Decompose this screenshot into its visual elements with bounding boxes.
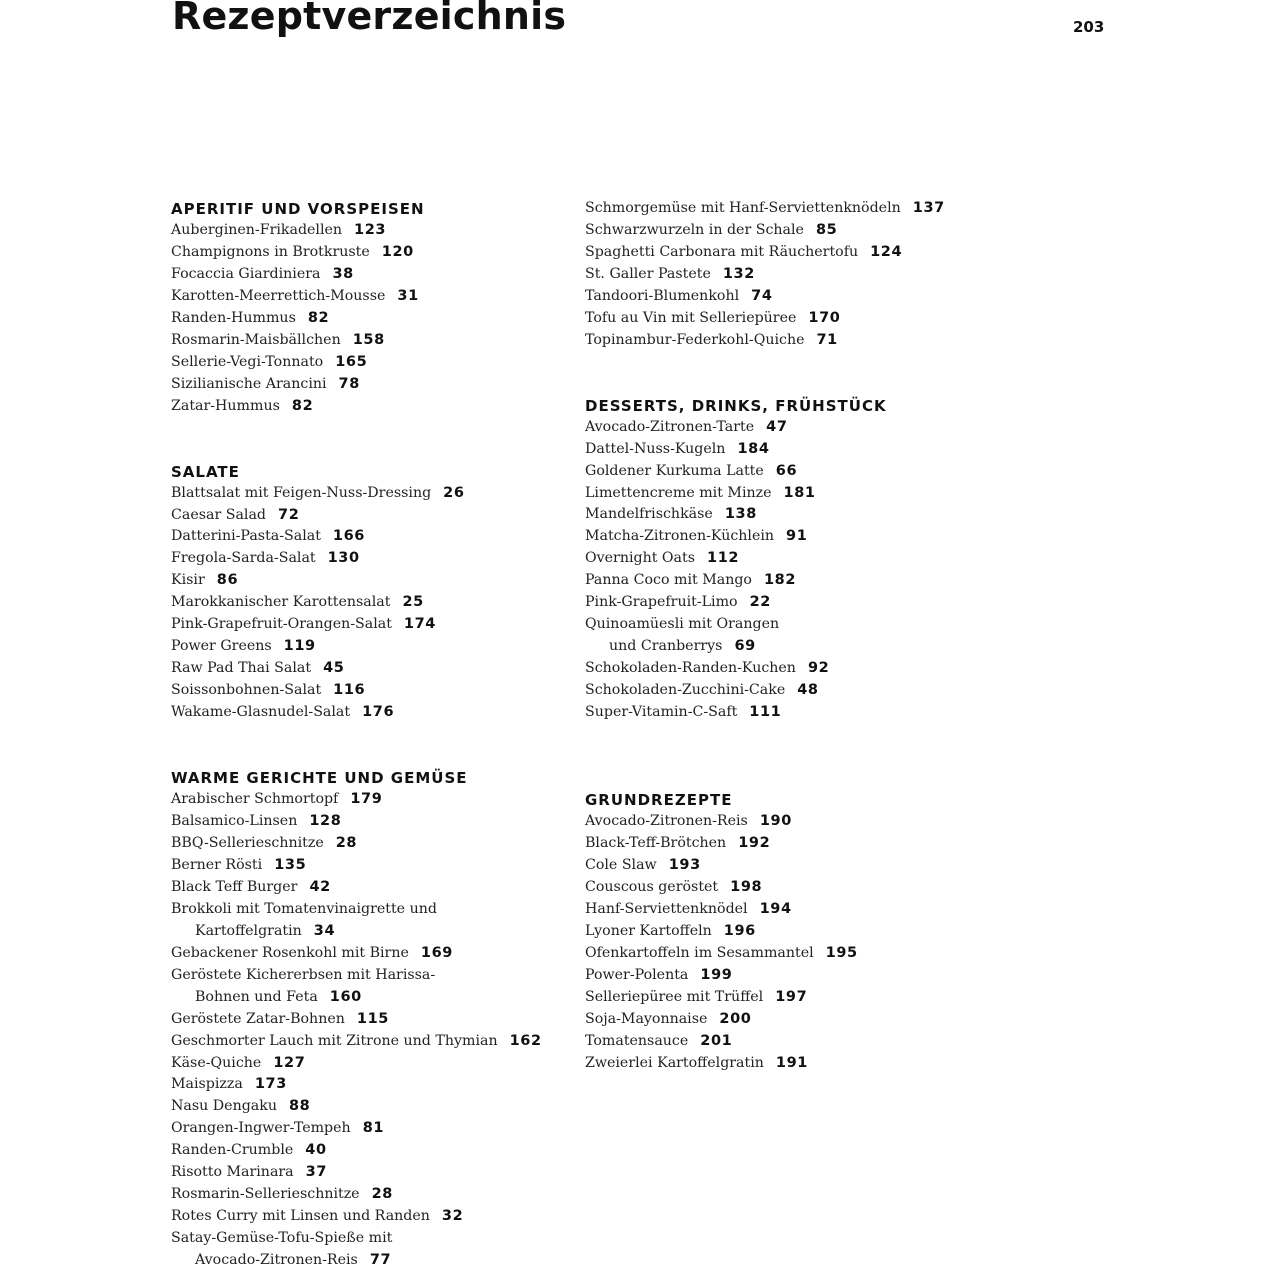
index-entry	[585, 987, 1045, 1009]
index-entry	[585, 877, 1045, 899]
recipe-name: Rosmarin-Maisbällchen	[171, 331, 341, 348]
index-entry	[171, 396, 571, 418]
index-entry	[585, 833, 1045, 855]
recipe-name: Satay-Gemüse-Tofu-Spieße mit	[171, 1230, 393, 1247]
recipe-name: und Cranberrys	[609, 638, 723, 655]
page-ref: 22	[749, 594, 771, 611]
page-ref: 74	[751, 287, 773, 304]
index-entry	[585, 855, 1045, 877]
page-ref: 198	[730, 878, 763, 895]
recipe-name: Soissonbohnen-Salat	[171, 682, 322, 699]
recipe-name: Rotes Curry mit Linsen und Randen	[171, 1208, 430, 1225]
entry-list	[585, 417, 1045, 724]
page-ref: 200	[719, 1010, 752, 1027]
index-entry	[171, 505, 571, 527]
index-entry	[171, 330, 571, 352]
recipe-name: Quinoamüesli mit Orangen	[585, 616, 780, 633]
page-ref: 31	[397, 287, 419, 304]
page-ref: 130	[327, 550, 360, 567]
page-ref: 173	[254, 1076, 287, 1093]
recipe-name: Wakame-Glasnudel-Salat	[171, 704, 351, 721]
index-entry	[171, 592, 571, 614]
recipe-name: Black-Teff-Brötchen	[585, 834, 727, 851]
recipe-name: Zweierlei Kartoffelgratin	[585, 1054, 764, 1071]
recipe-name: Orangen-Ingwer-Tempeh	[171, 1120, 351, 1137]
page-ref: 124	[870, 243, 903, 260]
recipe-name: St. Galler Pastete	[585, 265, 711, 282]
recipe-name: Cole Slaw	[585, 856, 657, 873]
recipe-name: Spaghetti Carbonara mit Räuchertofu	[585, 243, 859, 260]
page-ref: 112	[707, 550, 740, 567]
section-heading: WARME GERICHTE UND GEMÜSE	[171, 769, 468, 788]
recipe-name: Kartoffelgratin	[195, 922, 302, 939]
recipe-name: Power Greens	[171, 638, 272, 655]
page-ref: 71	[816, 331, 838, 348]
index-entry	[171, 833, 571, 855]
page-ref: 135	[274, 856, 307, 873]
page-ref: 47	[766, 418, 788, 435]
section-grundrezepte	[585, 789, 1045, 1074]
page-ref: 26	[443, 484, 465, 501]
recipe-name: Tomatensauce	[585, 1032, 689, 1049]
index-entry	[585, 548, 1045, 570]
recipe-name: Randen-Crumble	[171, 1142, 294, 1159]
index-entry	[585, 1009, 1045, 1031]
page-ref: 120	[381, 243, 414, 260]
page-ref: 123	[354, 222, 387, 238]
page-ref: 34	[313, 922, 336, 939]
index-entry	[171, 526, 571, 548]
section-heading: DESSERTS, DRINKS, FRÜHSTÜCK	[585, 396, 887, 415]
index-entry	[585, 483, 1045, 505]
index-entry	[171, 308, 571, 330]
recipe-name: Soja-Mayonnaise	[585, 1010, 708, 1027]
page-ref: 138	[724, 506, 757, 523]
index-entry	[171, 352, 571, 374]
page-ref: 81	[362, 1120, 385, 1137]
index-entry	[171, 789, 571, 811]
page-ref: 111	[749, 704, 782, 721]
page-ref: 40	[305, 1142, 327, 1159]
recipe-name: Mandelfrischkäse	[585, 506, 713, 523]
recipe-name: Marokkanischer Karottensalat	[171, 594, 391, 611]
recipe-name: Blattsalat mit Feigen-Nuss-Dressing	[171, 484, 432, 501]
index-entry	[585, 702, 1045, 724]
recipe-name: Couscous geröstet	[585, 878, 719, 895]
index-entry	[171, 1140, 571, 1162]
page-ref: 32	[441, 1208, 464, 1225]
recipe-name: Karotten-Meerrettich-Mousse	[171, 287, 386, 304]
section-salate	[171, 461, 571, 724]
section-warme-gerichte	[171, 767, 571, 1272]
recipe-name: Avocado-Zitronen-Tarte	[585, 418, 755, 435]
index-entry	[171, 614, 571, 636]
index-entry	[585, 264, 1045, 286]
recipe-name: Goldener Kurkuma Latte	[585, 462, 764, 479]
left-column	[171, 198, 571, 1272]
recipe-name: Risotto Marinara	[171, 1164, 294, 1181]
page-ref: 190	[759, 813, 792, 830]
index-entry	[171, 658, 571, 680]
index-entry	[171, 1096, 571, 1118]
index-entry	[585, 943, 1045, 965]
recipe-name: Geschmorter Lauch mit Zitrone und Thymian	[171, 1032, 498, 1049]
recipe-name: Brokkoli mit Tomatenvinaigrette und	[171, 900, 437, 917]
recipe-name: Super-Vitamin-C-Saft	[585, 704, 738, 721]
section-desserts	[585, 395, 1045, 724]
recipe-name: Fregola-Sarda-Salat	[171, 550, 316, 567]
index-entry	[585, 921, 1045, 943]
index-entry	[171, 636, 571, 658]
recipe-name: Geröstete Kichererbsen mit Harissa-	[171, 966, 436, 983]
recipe-name: Sizilianische Arancini	[171, 375, 327, 392]
recipe-name: Hanf-Serviettenknödel	[585, 900, 748, 917]
recipe-name: Focaccia Giardiniera	[171, 265, 321, 282]
index-entry	[171, 1162, 571, 1184]
page-ref: 176	[362, 704, 395, 721]
page-ref: 45	[323, 660, 345, 677]
page-ref: 165	[335, 353, 368, 370]
index-entry	[585, 198, 1045, 220]
page-ref: 86	[216, 572, 239, 589]
recipe-name: Auberginen-Frikadellen	[171, 222, 343, 238]
index-entry	[171, 1074, 571, 1096]
index-entry	[585, 614, 1045, 636]
index-entry	[585, 242, 1045, 264]
right-column	[585, 198, 1045, 1074]
page-ref: 181	[783, 484, 816, 501]
index-entry	[171, 680, 571, 702]
recipe-name: Selleriepüree mit Trüffel	[585, 988, 764, 1005]
index-entry	[585, 330, 1045, 352]
page-ref: 158	[352, 331, 385, 348]
index-entry	[585, 680, 1045, 702]
page-ref: 132	[722, 265, 755, 282]
page-ref: 192	[738, 834, 771, 851]
index-entry	[171, 483, 571, 505]
index-entry	[585, 286, 1045, 308]
page-ref: 82	[307, 309, 330, 326]
recipe-name: Avocado-Zitronen-Reis	[195, 1252, 358, 1269]
page-ref: 28	[335, 834, 358, 851]
page-ref: 77	[369, 1252, 392, 1269]
index-entry	[171, 374, 571, 396]
page-ref: 128	[309, 813, 342, 830]
page-ref: 69	[734, 638, 756, 655]
recipe-name: Schokoladen-Zucchini-Cake	[585, 682, 786, 699]
recipe-name: Geröstete Zatar-Bohnen	[171, 1010, 345, 1027]
recipe-name: Pink-Grapefruit-Limo	[585, 594, 738, 611]
recipe-name: Champignons in Brotkruste	[171, 243, 370, 260]
page-ref: 201	[700, 1032, 733, 1049]
page-ref: 116	[333, 682, 366, 699]
recipe-name: Dattel-Nuss-Kugeln	[585, 440, 726, 457]
index-entry	[585, 592, 1045, 614]
index-entry	[171, 877, 571, 899]
page-ref: 48	[797, 682, 819, 699]
page-ref: 115	[356, 1010, 389, 1027]
index-entry	[171, 921, 571, 943]
index-entry	[585, 526, 1045, 548]
recipe-name: Panna Coco mit Mango	[585, 572, 752, 589]
page-ref: 174	[403, 616, 436, 633]
recipe-name: Käse-Quiche	[171, 1054, 262, 1071]
index-entry	[585, 636, 1045, 658]
index-entry	[171, 899, 571, 921]
recipe-name: Schokoladen-Randen-Kuchen	[585, 660, 796, 677]
page-ref: 191	[775, 1054, 808, 1071]
index-entry	[171, 570, 571, 592]
recipe-name: Black Teff Burger	[171, 878, 298, 895]
recipe-name: Nasu Dengaku	[171, 1098, 277, 1115]
section-aperitif	[171, 198, 571, 418]
recipe-name: Pink-Grapefruit-Orangen-Salat	[171, 616, 392, 633]
recipe-name: Topinambur-Federkohl-Quiche	[585, 331, 805, 348]
index-entry	[171, 1118, 571, 1140]
index-entry	[171, 264, 571, 286]
entry-list	[585, 198, 1045, 352]
recipe-name: Berner Rösti	[171, 856, 263, 873]
index-entry	[171, 1184, 571, 1206]
recipe-name: Power-Polenta	[585, 966, 689, 983]
page-title: Rezeptverzeichnis	[172, 0, 567, 38]
page-ref: 92	[807, 660, 830, 677]
section-heading: SALATE	[171, 462, 240, 481]
recipe-name: Tandoori-Blumenkohl	[585, 287, 740, 304]
page-ref: 91	[786, 528, 808, 545]
recipe-name: Limettencreme mit Minze	[585, 484, 772, 501]
page-ref: 166	[332, 528, 365, 545]
recipe-name: Rosmarin-Sellerieschnitze	[171, 1186, 360, 1203]
entry-list	[585, 811, 1045, 1074]
page-ref: 85	[815, 221, 838, 238]
index-entry	[171, 1031, 571, 1053]
page-ref: 28	[371, 1186, 393, 1203]
recipe-name: Schwarzwurzeln in der Schale	[585, 221, 804, 238]
index-entry	[585, 658, 1045, 680]
recipe-name: Gebackener Rosenkohl mit Birne	[171, 944, 409, 961]
entry-list	[171, 789, 571, 1272]
index-entry	[585, 439, 1045, 461]
page-ref: 195	[825, 944, 858, 961]
recipe-name: Caesar Salad	[171, 506, 266, 523]
index-entry	[171, 1206, 571, 1228]
index-entry	[585, 504, 1045, 526]
page-number: 203	[1073, 18, 1105, 36]
index-entry	[585, 1031, 1045, 1053]
index-entry	[171, 1228, 571, 1250]
page-ref: 25	[402, 594, 424, 611]
index-entry	[171, 220, 571, 242]
index-entry	[585, 570, 1045, 592]
index-entry	[171, 1053, 571, 1075]
recipe-name: Overnight Oats	[585, 550, 696, 567]
recipe-name: Tofu au Vin mit Selleriepüree	[585, 309, 797, 326]
entry-list	[171, 483, 571, 724]
recipe-name: Lyoner Kartoffeln	[585, 922, 712, 939]
section-warme-gerichte-continued	[585, 198, 1045, 352]
index-entry	[585, 220, 1045, 242]
index-entry	[585, 811, 1045, 833]
page-ref: 78	[338, 375, 360, 392]
section-heading: GRUNDREZEPTE	[585, 791, 733, 810]
page-ref: 160	[329, 988, 362, 1005]
page-ref: 196	[723, 922, 756, 939]
index-entry	[171, 548, 571, 570]
index-entry	[171, 811, 571, 833]
recipe-name: BBQ-Sellerieschnitze	[171, 834, 324, 851]
page-ref: 119	[283, 638, 316, 655]
recipe-name: Kisir	[171, 572, 205, 589]
page-ref: 194	[759, 900, 792, 917]
page-ref: 179	[350, 791, 383, 808]
index-entry	[585, 899, 1045, 921]
page-ref: 82	[291, 397, 314, 414]
recipe-name: Datterini-Pasta-Salat	[171, 528, 321, 545]
page-ref: 38	[332, 265, 354, 282]
index-entry	[171, 1250, 571, 1272]
section-heading: APERITIF UND VORSPEISEN	[171, 200, 425, 218]
recipe-name: Zatar-Hummus	[171, 397, 280, 414]
page-ref: 170	[808, 309, 841, 326]
page-ref: 193	[668, 856, 701, 873]
entry-list	[171, 220, 571, 418]
index-entry	[585, 308, 1045, 330]
page-ref: 37	[305, 1164, 328, 1181]
page-ref: 184	[737, 440, 770, 457]
recipe-name: Raw Pad Thai Salat	[171, 660, 312, 677]
index-entry	[585, 965, 1045, 987]
page-ref: 88	[288, 1098, 311, 1115]
index-entry	[171, 965, 571, 987]
recipe-name: Schmorgemüse mit Hanf-Serviettenknödeln	[585, 200, 901, 216]
recipe-name: Arabischer Schmortopf	[171, 791, 339, 808]
recipe-name: Balsamico-Linsen	[171, 813, 298, 830]
recipe-name: Bohnen und Feta	[195, 988, 318, 1005]
index-entry	[585, 1053, 1045, 1075]
index-entry	[171, 855, 571, 877]
page-ref: 162	[509, 1032, 542, 1049]
page-ref: 137	[912, 200, 945, 216]
page-ref: 169	[420, 944, 453, 961]
index-entry	[171, 242, 571, 264]
recipe-name: Matcha-Zitronen-Küchlein	[585, 528, 775, 545]
recipe-name: Sellerie-Vegi-Tonnato	[171, 353, 324, 370]
recipe-name: Randen-Hummus	[171, 309, 296, 326]
page-ref: 42	[309, 878, 331, 895]
page-ref: 182	[763, 572, 797, 589]
recipe-name: Avocado-Zitronen-Reis	[585, 813, 748, 830]
index-entry	[171, 943, 571, 965]
index-entry	[171, 1009, 571, 1031]
page-ref: 66	[775, 462, 798, 479]
recipe-name: Ofenkartoffeln im Sesammantel	[585, 944, 814, 961]
page-ref: 127	[273, 1054, 306, 1071]
index-entry	[171, 987, 571, 1009]
recipe-name: Maispizza	[171, 1076, 243, 1093]
index-entry	[171, 702, 571, 724]
page-ref: 199	[700, 966, 733, 983]
index-entry	[171, 286, 571, 308]
page-ref: 197	[775, 988, 808, 1005]
page-ref: 72	[278, 506, 300, 523]
index-entry	[585, 461, 1045, 483]
index-entry	[585, 417, 1045, 439]
